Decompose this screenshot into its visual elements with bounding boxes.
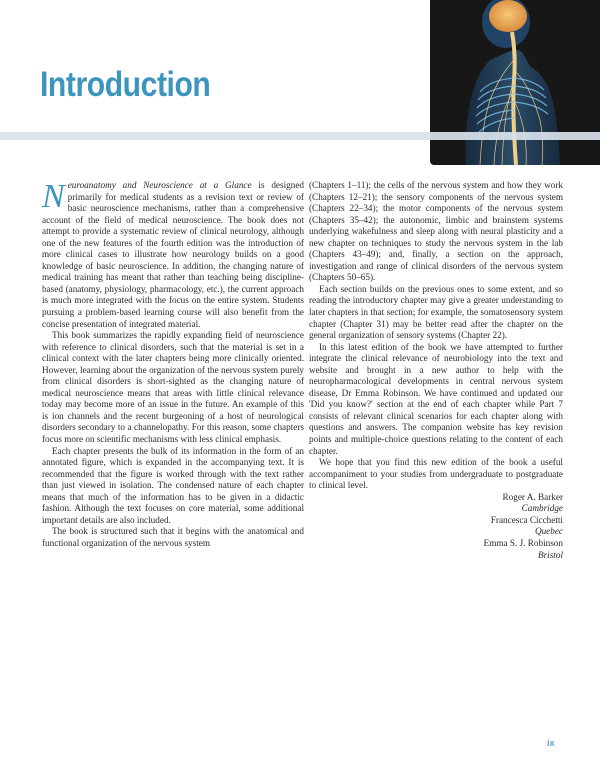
signature-2: [309, 515, 563, 538]
paragraph-8: We hope that you find this new edition of the book a useful accompaniment to your studies from undergraduate to postgraduate to clinical level.: [309, 457, 563, 491]
paragraph-7: In this latest edition of the book we have attempted to further integrate the clinical relevance of neurobiology into the text and website and brought in a new author to help with the neuropharmacological developments in central nervous system disease, Dr Emma Robinson. We have continued and updated our 'Did you know?' section at the end of each chapter while Part 7 consists of relevant clinical scenarios for each chapter along with questions and answers. The companion website has key revision points and multiple-choice questions relating to the content of each chapter.: [309, 341, 563, 456]
left-column: [42, 180, 304, 550]
signature-3: [309, 538, 563, 561]
signature-1: [309, 492, 563, 515]
author-place: Cambridge: [521, 503, 563, 514]
author-name: Emma S. J. Robinson: [483, 537, 563, 548]
book-title: euroanatomy and Neuroscience at a Glance: [67, 180, 252, 190]
paragraph-1: [42, 180, 304, 330]
author-place: Bristol: [537, 549, 563, 560]
paragraph-4: The book is structured such that it begins with the anatomical and functional organization of the nervous system: [42, 526, 304, 548]
page-number: ix: [547, 738, 555, 748]
author-name: Roger A. Barker: [502, 491, 563, 502]
author-name: Francesca Cicchetti: [490, 514, 563, 525]
nervous-system-illustration-icon: [430, 0, 600, 165]
author-place: Quebec: [534, 526, 563, 537]
paragraph-6: Each section builds on the previous ones to some extent, and so reading the introductory chapter may give a greater understanding to later chapters in that section; for example, the somatosensory system chapter (Chapter 31) may be better read after the chapter on the general organization of sensory systems (Chapter 22).: [309, 283, 563, 341]
drop-cap: N: [42, 178, 65, 215]
paragraph-2: This book summarizes the rapidly expanding field of neuroscience with reference to clinical disorders, such that the material is set in a clinical context with the later chapters being more clinically oriented. However, learning about the organization of the nervous system purely from clinical disorders is short-sighted as the changing nature of medical neuroscience means that areas with little clinical relevance today may become more of an issue in the future. An example of this is ion channels and the recent burgeoning of a host of neurological disorders secondary to a channelopathy. For this reason, some chapters focus more on scientific mechanisms with less clinical emphasis.: [42, 330, 304, 445]
header-band: [0, 132, 600, 140]
paragraph-text: is designed primarily for medical students as a revision text or review of basic neuroscience mechanisms, rather than a comprehensive account of the field of medical neuroscience. The book does not attempt to provide a systematic review of clinical neurology, although one of the new features of the fourth edition was the introduction of more clinical cases to illustrate how neurology builds on a good knowledge of basic neuroscience. In addition, the changing nature of medical training has meant that rather than teaching being discipline-based (anatomy, physiology, pharmacology, etc.), the current approach is much more integrated with the focus on the entire system. Students pursuing a problem-based learning course will also benefit from the concise presentation of integrated material.: [42, 180, 304, 329]
hero-image: [430, 0, 600, 165]
paragraph-5: (Chapters 1–11); the cells of the nervous system and how they work (Chapters 12–21); the sensory components of the nervous system (Chapters 22–34); the motor components of the nervous system (Chapters 35–42); the autonomic, limbic and brainstem systems underlying wakefulness and sleep along with neural plasticity and a new chapter on techniques to study the nervous system in the lab (Chapters 43–49); and, finally, a section on the approach, investigation and range of clinical disorders of the nervous system (Chapters 50–65).: [309, 180, 563, 283]
page-title: Introduction: [40, 65, 211, 105]
right-column: [309, 180, 563, 561]
paragraph-3: Each chapter presents the bulk of its information in the form of an annotated figure, which is expanded in the accompanying text. It is recommended that the figure is worked through with the text rather than just viewed in isolation. The condensed nature of each chapter means that much of the information has to be given in a didactic fashion. Although the text focuses on core material, some additional important details are also included.: [42, 445, 304, 525]
